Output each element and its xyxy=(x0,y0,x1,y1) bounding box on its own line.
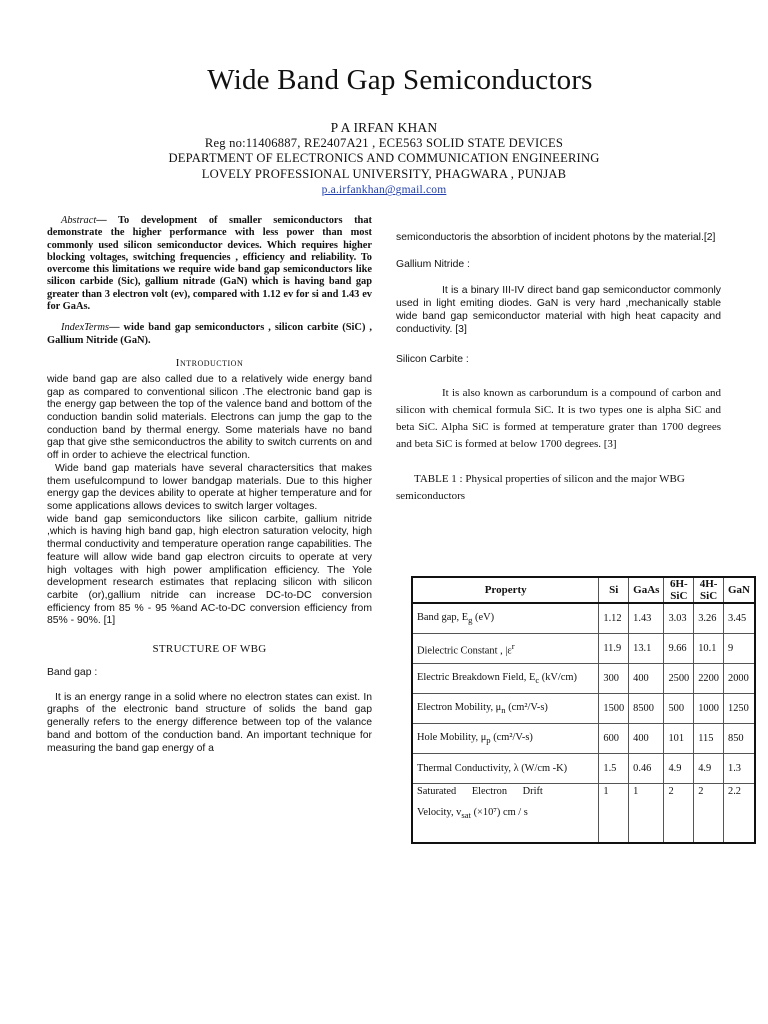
value-cell: 2000 xyxy=(724,664,756,694)
property-cell xyxy=(412,784,599,844)
abstract xyxy=(47,215,372,313)
right-column xyxy=(396,232,721,505)
property-subscript: sat xyxy=(461,810,471,821)
property-name: Dielectric Constant , xyxy=(417,645,506,657)
property-unit: (×10⁷) cm / s xyxy=(470,807,528,818)
property-cell xyxy=(412,724,599,754)
value-cell: 2 xyxy=(694,784,724,844)
value-cell: 3.26 xyxy=(694,603,724,634)
value-cell: 300 xyxy=(599,664,629,694)
intro-paragraph-1: wide band gap are also called due to a relatively wide energy band gap as compared to conventional silicon .The electronic band gap is the energy gap between the top of the valence band and bottom of the conduction bandin solid materials. Electrons can jump the gap to the conduction band by thermal energy. Some materials have no band gap that give sthe semiconductros the ability to switch currents on and off in order to achieve the electrical function. xyxy=(47,373,372,462)
band-gap-paragraph-continued: semiconductoris the absorbtion of incident photons by the material.[2] xyxy=(396,232,716,243)
property-name: Band gap, E xyxy=(417,611,469,623)
value-cell: 1.43 xyxy=(629,603,664,634)
author-email-link[interactable]: p.a.irfankhan@gmail.com xyxy=(321,184,447,197)
table-caption: TABLE 1 : Physical properties of silicon and the major WBG semiconductors xyxy=(396,472,685,502)
value-cell: 3.45 xyxy=(724,603,756,634)
intro-paragraph-2: Wide band gap materials have several charactersitics that makes them usefulcompund to lower bandgap materials. Due to this higher energy gap the devices ability to operate at higher temperature and for some applications allows devices to switch larger voltages. xyxy=(47,462,372,512)
table-row xyxy=(412,694,755,724)
index-terms xyxy=(47,322,372,347)
table-row xyxy=(412,603,755,634)
value-cell: 2200 xyxy=(694,664,724,694)
table-header-cell: 4H-SiC xyxy=(694,577,724,603)
property-name-line2: Velocity, v xyxy=(417,807,462,818)
sic-subheading: Silicon Carbite : xyxy=(396,354,469,366)
property-name: Hole Mobility, μ xyxy=(417,731,487,743)
value-cell: 2500 xyxy=(664,664,694,694)
value-cell: 400 xyxy=(629,664,664,694)
value-cell: 101 xyxy=(664,724,694,754)
property-subscript: g xyxy=(468,615,473,626)
property-unit: |ε xyxy=(505,645,512,657)
abstract-label: Abstract xyxy=(61,215,97,226)
property-cell xyxy=(412,754,599,784)
table-row xyxy=(412,664,755,694)
table-header-cell: GaAs xyxy=(629,577,664,603)
index-terms-text: — wide band gap semiconductors , silicon carbite (SiC) , Gallium Nitride (GaN). xyxy=(47,322,372,346)
author-reg-line: Reg no:11406887, RE2407A21 , ECE563 SOLID STATE DEVICES xyxy=(204,135,564,150)
value-cell: 1250 xyxy=(724,694,756,724)
gan-subheading: Gallium Nitride : xyxy=(396,258,470,270)
table-header-cell: Property xyxy=(412,577,599,603)
value-cell: 4.9 xyxy=(694,754,724,784)
value-cell: 400 xyxy=(629,724,664,754)
value-cell: 1.12 xyxy=(599,603,629,634)
property-cell xyxy=(412,603,599,634)
property-cell xyxy=(412,664,599,694)
value-cell: 1.3 xyxy=(724,754,756,784)
table-header-cell: GaN xyxy=(724,577,756,603)
table-row xyxy=(412,784,755,844)
intro-paragraph-3: wide band gap semiconductors like silicon carbite, gallium nitride ,which is having high band gap, high electron saturation velocity, high thermal conductivity and temperature operation range capabilities. The feature will allow wide band gap electron circuits to operate at very high voltages with high power amplification efficiency. The Yole development research estimates that replacing silicon with silicon carbite (or),gallium nitride can increase DC-to-DC conversion efficiency from 85 % - 95 %and AC-to-DC conversion efficiency from 85% - 90%. [1] xyxy=(47,513,372,627)
property-unit: (cm²/V-s) xyxy=(505,701,548,713)
value-cell: 3.03 xyxy=(664,603,694,634)
value-cell: 500 xyxy=(664,694,694,724)
property-unit: (W/cm -K) xyxy=(518,763,568,774)
table-header-cell: 6H-SiC xyxy=(664,577,694,603)
property-cell xyxy=(412,634,599,664)
band-gap-subheading: Band gap : xyxy=(47,667,98,679)
table-row xyxy=(412,724,755,754)
value-cell: 0.46 xyxy=(629,754,664,784)
author-block xyxy=(0,120,768,199)
value-cell: 600 xyxy=(599,724,629,754)
band-gap-paragraph: It is an energy range in a solid where no electron states can exist. In graphs of the electronic band structure of solids the band gap generally refers to the energy difference between top of the valance band and bottom of the conduction band. An important technique for measuring the band gap energy of a xyxy=(47,691,372,754)
property-unit: (eV) xyxy=(472,611,495,623)
gan-paragraph: It is a binary III-IV direct band gap semiconductor commonly used in light emiting diodes. GaN is very hard ,mechanically stable wide band gap semiconductor material with high heat capacity and conductivity. [3] xyxy=(396,285,721,335)
value-cell: 1500 xyxy=(599,694,629,724)
sic-paragraph: It is also known as carborundum is a compound of carbon and silicon with chemical formula SiC. It is two types one is alpha SiC and beta SiC. Alpha SiC is formed at temperature grater than 1700 degrees and beta SiC is formed at below 1700 degrees. [3] xyxy=(396,386,721,450)
value-cell: 1.5 xyxy=(599,754,629,784)
value-cell: 1000 xyxy=(694,694,724,724)
value-cell: 1 xyxy=(629,784,664,844)
property-subscript: p xyxy=(486,735,491,746)
table-header-row xyxy=(412,577,755,603)
table-row xyxy=(412,634,755,664)
property-subscript: c xyxy=(535,675,540,686)
value-cell: 4.9 xyxy=(664,754,694,784)
value-cell: 2.2 xyxy=(724,784,756,844)
property-name: Thermal Conductivity, λ xyxy=(417,763,519,774)
left-column xyxy=(47,215,372,755)
properties-table xyxy=(411,576,756,844)
value-cell: 8500 xyxy=(629,694,664,724)
value-cell: 9 xyxy=(724,634,756,664)
property-unit: (cm²/V-s) xyxy=(490,731,533,743)
index-terms-label: IndexTerms xyxy=(61,322,110,334)
property-cell xyxy=(412,694,599,724)
value-cell: 11.9 xyxy=(599,634,629,664)
value-cell: 13.1 xyxy=(629,634,664,664)
value-cell: 10.1 xyxy=(694,634,724,664)
value-cell: 2 xyxy=(664,784,694,844)
value-cell: 115 xyxy=(694,724,724,754)
introduction-heading: Introduction xyxy=(175,356,244,369)
property-name: Electron Mobility, μ xyxy=(417,701,502,713)
property-superscript: r xyxy=(511,640,515,651)
value-cell: 9.66 xyxy=(664,634,694,664)
property-subscript: n xyxy=(501,705,506,716)
property-unit: (kV/cm) xyxy=(539,671,577,683)
paper-title: Wide Band Gap Semiconductors xyxy=(207,64,593,96)
author-name: P A IRFAN KHAN xyxy=(330,120,438,135)
table-row xyxy=(412,754,755,784)
value-cell: 1 xyxy=(599,784,629,844)
table-header-cell: Si xyxy=(599,577,629,603)
author-department: DEPARTMENT OF ELECTRONICS AND COMMUNICATION ENGINEERING xyxy=(168,151,600,166)
property-name: Electric Breakdown Field, E xyxy=(417,671,536,683)
author-university: LOVELY PROFESSIONAL UNIVERSITY, PHAGWARA , PUNJAB xyxy=(201,166,567,181)
value-cell: 850 xyxy=(724,724,756,754)
structure-heading: STRUCTURE OF WBG xyxy=(152,643,267,656)
property-name: Saturated Electron Drift xyxy=(417,786,543,797)
abstract-text: — To development of smaller semiconductors that demonstrate the higher performance with less power than most commonly used silicon semiconductor devices. Which requires higher blocking voltages, switching frequencies , efficiency and reliability. To overcome this limitations we require wide band gap semiconductors like silicon carbide (Sic), gallium nitrade (GaN) which is having band gap greater than 3 electron volt (ev), compared with 1.12 ev for si and 1.43 ev for GaAs. xyxy=(47,215,372,313)
